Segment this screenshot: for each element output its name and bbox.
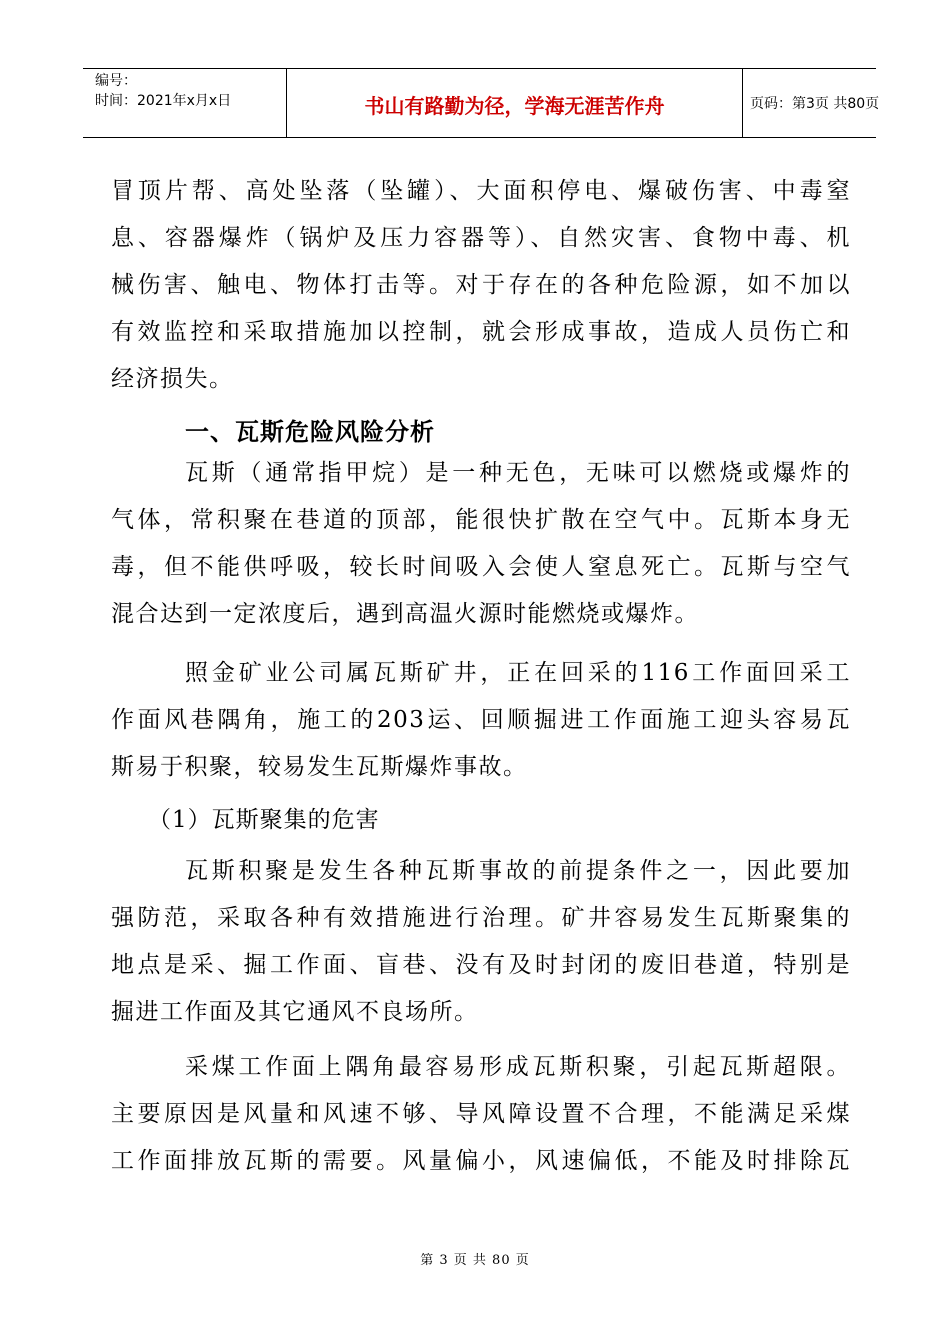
text-line: 冒顶片帮、高处坠落（坠罐）、大面积停电、爆破伤害、中毒窒	[111, 178, 851, 204]
header-page-cell	[742, 69, 880, 137]
page-header	[83, 68, 880, 138]
text-line: 有效监控和采取措施加以控制，就会形成事故，造成人员伤亡和	[111, 319, 851, 345]
text-line: 混合达到一定浓度后，遇到高温火源时能燃烧或爆炸。	[111, 601, 699, 627]
subheading-gas-accumulation: （1）瓦斯聚集的危害	[148, 807, 380, 833]
text-line: 作面风巷隅角，施工的203运、回顺掘进工作面施工迎头容易瓦	[111, 707, 851, 733]
text-line: 工作面排放瓦斯的需要。风量偏小，风速偏低，不能及时排除瓦	[111, 1148, 851, 1174]
paragraph-hazard-list	[111, 168, 851, 403]
header-motto: 书山有路勤为径，学海无涯苦作舟	[364, 94, 665, 118]
text-line: 强防范，采取各种有效措施进行治理。矿井容易发生瓦斯聚集的	[111, 905, 851, 931]
text-line: 主要原因是风量和风速不够、导风障设置不合理，不能满足采煤	[111, 1101, 851, 1127]
page-footer: 第 3 页 共 80 页	[420, 1253, 530, 1268]
paragraph-mine-status	[111, 650, 851, 791]
text-line: 采煤工作面上隅角最容易形成瓦斯积聚，引起瓦斯超限。	[185, 1054, 851, 1080]
text-line: 掘进工作面及其它通风不良场所。	[111, 999, 479, 1025]
document-number-label: 编号：	[95, 73, 137, 89]
paragraph-gas-accumulation	[111, 848, 851, 1036]
paragraph-gas-definition	[111, 450, 851, 638]
text-line: 瓦斯（通常指甲烷）是一种无色，无味可以燃烧或爆炸的	[185, 460, 851, 486]
paragraph-upper-corner	[111, 1044, 851, 1185]
header-meta-cell	[83, 69, 286, 137]
text-line: 瓦斯积聚是发生各种瓦斯事故的前提条件之一，因此要加	[185, 858, 851, 884]
header-motto-cell	[286, 69, 743, 137]
text-line: 气体，常积聚在巷道的顶部，能很快扩散在空气中。瓦斯本身无	[111, 507, 851, 533]
text-line: 地点是采、掘工作面、盲巷、没有及时封闭的废旧巷道，特别是	[111, 952, 851, 978]
text-line: 斯易于积聚，较易发生瓦斯爆炸事故。	[111, 754, 528, 780]
header-page-label: 页码：第3页 共80页	[750, 96, 880, 112]
text-line: 毒，但不能供呼吸，较长时间吸入会使人窒息死亡。瓦斯与空气	[111, 554, 851, 580]
document-time-label: 时间：2021年x月x日	[95, 93, 232, 109]
text-line: 息、容器爆炸（锅炉及压力容器等）、自然灾害、食物中毒、机	[111, 225, 851, 251]
text-line: 经济损失。	[111, 366, 234, 392]
text-line: 械伤害、触电、物体打击等。对于存在的各种危险源，如不加以	[111, 272, 851, 298]
section-heading-gas-risk: 一、瓦斯危险风险分析	[185, 418, 435, 446]
text-line: 照金矿业公司属瓦斯矿井，正在回采的116工作面回采工	[185, 660, 851, 686]
